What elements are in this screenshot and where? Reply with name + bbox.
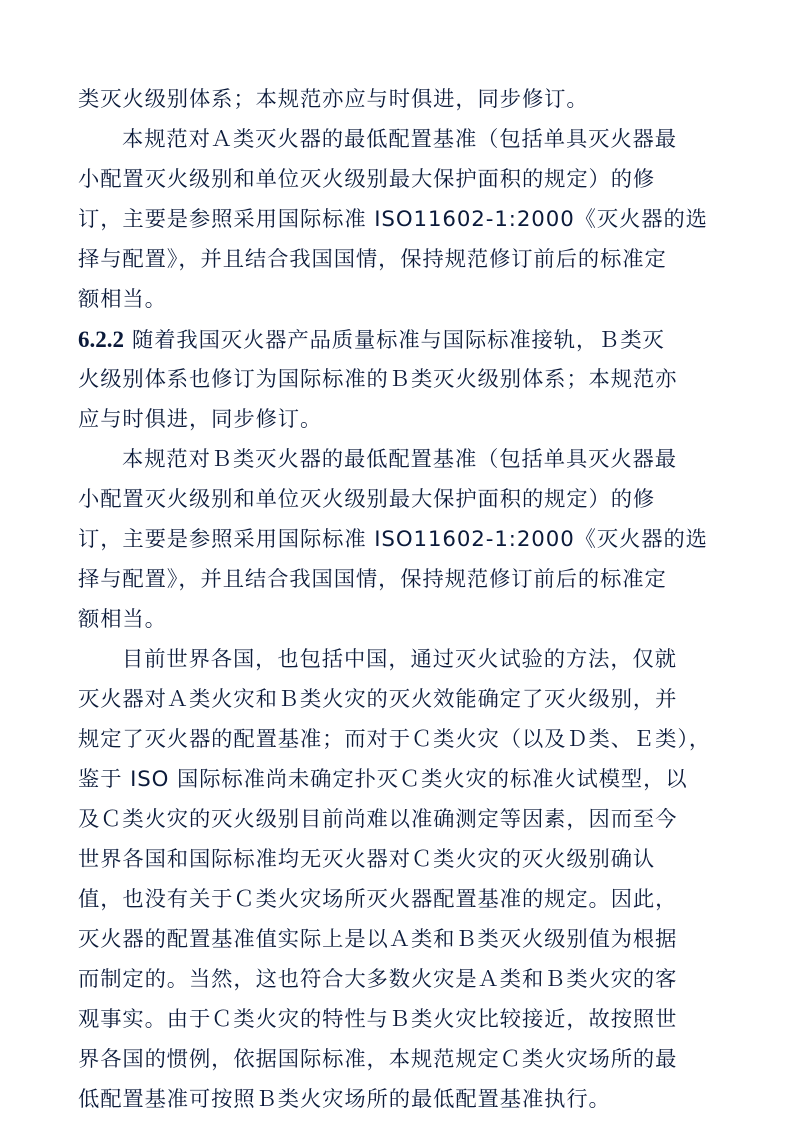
text-line: 订，主要是参照采用国际标准 ISO11602-1:2000《灭火器的选 xyxy=(78,527,708,552)
text-line: 额相当。 xyxy=(78,607,167,632)
text-line: 而制定的。当然，这也符合大多数火灾是Ａ类和Ｂ类火灾的客 xyxy=(78,967,678,992)
text-line: 择与配置》，并且结合我国国情，保持规范修订前后的标准定 xyxy=(78,247,667,272)
text-span: 随着我国灭火器产品质量标准与国际标准接轨，Ｂ类灭 xyxy=(132,328,665,353)
text-line: 应与时俱进，同步修订。 xyxy=(78,407,323,432)
text-line: 世界各国和国际标准均无灭火器对Ｃ类火灾的灭火级别确认 xyxy=(78,847,656,872)
text-line: 规定了灭火器的配置基准；而对于Ｃ类火灾（以及Ｄ类、Ｅ类）， xyxy=(78,727,712,752)
text-line: 火级别体系也修订为国际标准的Ｂ类灭火级别体系；本规范亦 xyxy=(78,367,678,392)
text-line: 界各国的惯例，依据国际标准，本规范规定Ｃ类火灾场所的最 xyxy=(78,1047,678,1072)
text-line: 观事实。由于Ｃ类火灾的特性与Ｂ类火灾比较接近，故按照世 xyxy=(78,1007,678,1032)
paragraph-start: 本规范对Ｂ类灭火器的最低配置基准（包括单具灭火器最 xyxy=(122,447,677,472)
text-line: 灭火器的配置基准值实际上是以Ａ类和Ｂ类灭火级别值为根据 xyxy=(78,927,678,952)
paragraph-start: 本规范对Ａ类灭火器的最低配置基准（包括单具灭火器最 xyxy=(122,127,677,152)
text-line: 订，主要是参照采用国际标准 ISO11602-1:2000《灭火器的选 xyxy=(78,207,708,232)
text-line: 类灭火级别体系；本规范亦应与时俱进，同步修订。 xyxy=(78,87,589,112)
section-number: 6.2.2 xyxy=(78,327,124,352)
text-line: 低配置基准可按照Ｂ类火灾场所的最低配置基准执行。 xyxy=(78,1087,611,1112)
text-line: 鉴于 ISO 国际标准尚未确定扑灭Ｃ类火灾的标准火试模型，以 xyxy=(78,767,688,792)
text-line: 择与配置》，并且结合我国国情，保持规范修订前后的标准定 xyxy=(78,567,667,592)
text-line: 小配置灭火级别和单位灭火级别最大保护面积的规定）的修 xyxy=(78,167,656,192)
paragraph-start: 目前世界各国，也包括中国，通过灭火试验的方法，仅就 xyxy=(122,647,677,672)
section-6-2-2-line xyxy=(78,320,724,360)
text-line: 及Ｃ类火灾的灭火级别目前尚难以准确测定等因素，因而至今 xyxy=(78,807,678,832)
text-line: 额相当。 xyxy=(78,287,167,312)
text-line: 小配置灭火级别和单位灭火级别最大保护面积的规定）的修 xyxy=(78,487,656,512)
text-line: 值，也没有关于Ｃ类火灾场所灭火器配置基准的规定。因此， xyxy=(78,887,678,912)
text-line: 灭火器对Ａ类火灾和Ｂ类火灾的灭火效能确定了灭火级别，并 xyxy=(78,687,678,712)
